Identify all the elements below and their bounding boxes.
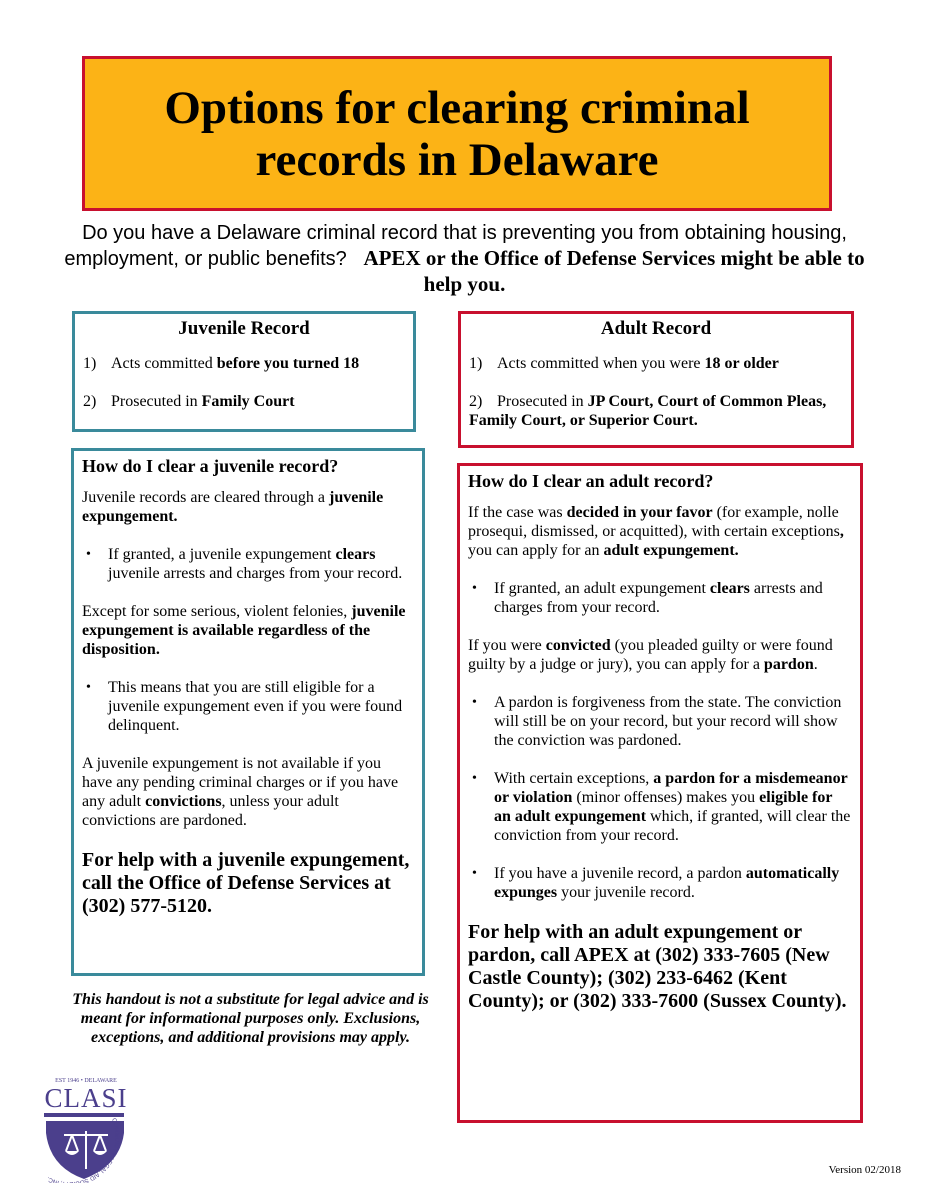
adult-bullet-4: • If you have a juvenile record, a pardon automatically expunges your juvenile record. [472,865,840,901]
juvenile-bullet-1: • If granted, a juvenile expungement clears juvenile arrests and charges from your record. [86,546,403,582]
juvenile-clear-unavailable: A juvenile expungement is not available if you have any pending criminal charges or if you have any adult convictions, unless your adult convictions are pardoned. [82,755,399,829]
clasi-logo [24,1073,136,1183]
juvenile-clear-box [71,448,425,976]
logo-established-text: EST 1946 • DELAWARE [55,1078,117,1084]
juvenile-bullet-2: • This means that you are still eligible for a juvenile expungement even if you were found delinquent. [86,679,403,734]
adult-bullet-1: • If granted, an adult expungement clears arrests and charges from your record. [472,580,823,616]
juvenile-help-contact: For help with a juvenile expungement, call the Office of Defense Services at (302) 577-5120. [82,849,410,917]
adult-item-1: 1) Acts committed when you were 18 or older [469,355,779,372]
bullet-icon: • [472,695,477,710]
intro-question: Do you have a Delaware criminal record that is preventing you from obtaining housing, employment, or public benefits? [64,222,847,270]
bullet-icon: • [86,547,91,562]
juvenile-clear-exception: Except for some serious, violent felonies, juvenile expungement is available regardless of the disposition. [82,603,406,658]
juvenile-record-heading: Juvenile Record [178,318,310,339]
version-label: Version 02/2018 [828,1164,901,1176]
juvenile-record-box [72,311,416,432]
adult-clear-favor: If the case was decided in your favor (for example, nolle prosequi, dismissed, or acquitted), with certain exceptions, you can apply for an adult expungement. [468,504,844,559]
adult-clear-box [457,463,863,1123]
juvenile-clear-heading: How do I clear a juvenile record? [82,456,339,476]
adult-clear-heading: How do I clear an adult record? [468,471,714,491]
adult-record-box [458,311,854,448]
adult-record-heading: Adult Record [600,318,712,339]
juvenile-item-2: 2) Prosecuted in Family Court [83,393,295,410]
logo-arc-text: COMMUNITY LEGAL AID SOCI Y, INC. [46,1117,120,1183]
title-banner [82,56,832,211]
adult-bullet-2: • A pardon is forgiveness from the state. The conviction will still be on your record, but your record will show the conviction was pardoned. [472,694,842,749]
logo-bar [44,1113,124,1117]
bullet-icon: • [472,581,477,596]
juvenile-clear-intro: Juvenile records are cleared through a juvenile expungement. [82,489,384,525]
adult-clear-convicted: If you were convicted (you pleaded guilty or were found guilty by a judge or jury), you can apply for a pardon. [468,637,833,673]
bullet-icon: • [472,771,477,786]
logo-wordmark: CLASI [44,1083,128,1113]
intro-help: APEX or the Office of Defense Services might be able to help you. [363,246,865,296]
page-title: Options for clearing criminal records in Delaware [164,81,750,186]
adult-help-contact: For help with an adult expungement or pardon, call APEX at (302) 333-7605 (New Castle County); (302) 233-6462 (Kent County); or (302) 333-7600 (Sussex County). [468,921,847,1012]
juvenile-item-1: 1) Acts committed before you turned 18 [83,355,360,372]
adult-bullet-3: • With certain exceptions, a pardon for a misdemeanor or violation (minor offenses) makes you eligible for an adult expungement which, if granted, will clear the conviction from your record. [472,770,851,844]
disclaimer: This handout is not a substitute for legal advice and is meant for informational purposes only. Exclusions, exceptions, and additional provisions may apply. [72,991,429,1046]
bullet-icon: • [472,866,477,881]
adult-item-2: 2) Prosecuted in JP Court, Court of Common Pleas, Family Court, or Superior Court. [469,393,827,429]
bullet-icon: • [86,680,91,695]
intro-text [62,221,867,298]
